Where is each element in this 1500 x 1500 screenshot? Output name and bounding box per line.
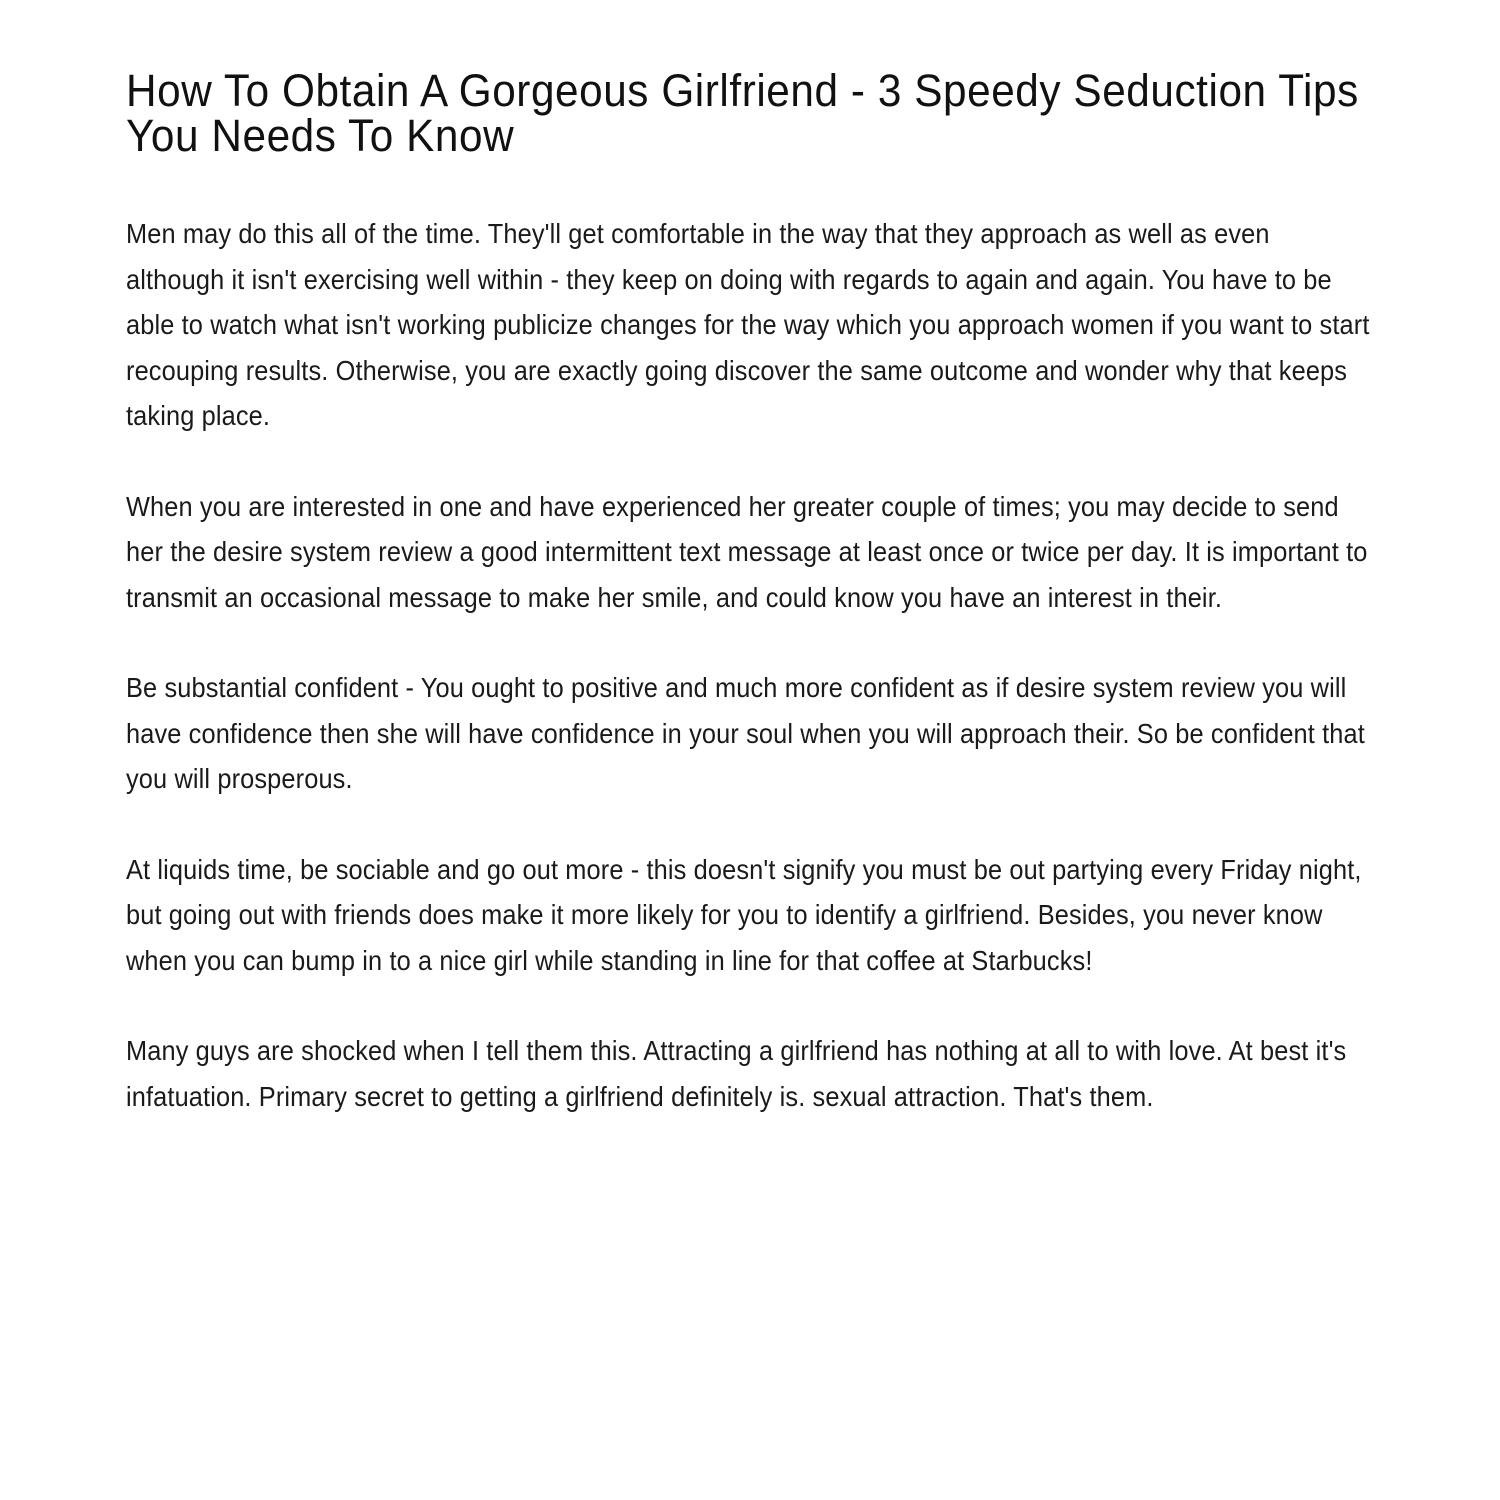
document-page [126,65,1376,1164]
paragraph: At liquids time, be sociable and go out more - this doesn't signify you must be out partying every Friday night, but going out with friends does make it more likely for you to identify a girlfriend. Besides, you never know when you can bump in to a nice girl while standing in line for that coffee at Starbucks! [126,853,1362,976]
paragraph: When you are interested in one and have experienced her greater couple of times; you may decide to send her the desire system review a good intermittent text message at least once or twice per day. It is important to transmit an occasional message to make her smile, and could know you have an interest in their. [126,490,1368,613]
paragraph: Men may do this all of the time. They'll get comfortable in the way that they approach as well as even although it isn't exercising well within - they keep on doing with regards to again and again. You have to be able to watch what isn't working publicize changes for the way which you approach women if you want to start recouping results. Otherwise, you are exactly going discover the same outcome and wonder why that keeps taking place. [126,218,1370,431]
paragraph: Many guys are shocked when I tell them this. Attracting a girlfriend has nothing at all to with love. At best it's infatuation. Primary secret to getting a girlfriend definitely is. sexual attraction. That's them. [126,1035,1347,1112]
document-body [126,211,1376,1119]
document-title: How To Obtain A Gorgeous Girlfriend - 3 Speedy Seduction Tips You Needs To Know [126,65,1359,161]
paragraph: Be substantial confident - You ought to positive and much more confident as if desire system review you will have confidence then she will have confidence in your soul when you will approach their. So be confident that you will prosperous. [126,672,1365,794]
